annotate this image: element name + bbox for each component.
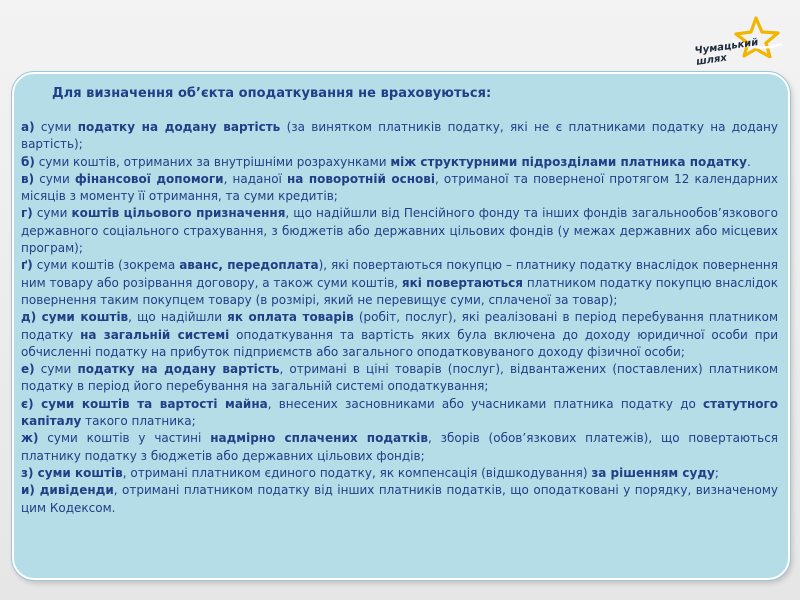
- emphasis-text: статутного капіталу: [21, 396, 778, 429]
- item-text: , зборів (обов’язкових платежів), що повертаються платнику податку з бюджетів або державних цільових фондів;: [21, 431, 779, 463]
- emphasis-text: ґ): [21, 258, 33, 273]
- emphasis-text: в): [21, 171, 35, 186]
- emphasis-text: аванс, передоплата: [179, 258, 319, 273]
- emphasis-text: надмірно сплачених податків: [210, 431, 428, 446]
- exclusion-item: [21, 361, 778, 396]
- emphasis-text: фінансової допомоги: [74, 171, 224, 186]
- exclusion-item: [21, 482, 778, 517]
- item-text: суми коштів у частині: [38, 431, 211, 446]
- emphasis-text: є) суми коштів та вартості майна: [21, 396, 268, 411]
- item-text: суми коштів (зокрема: [32, 258, 180, 273]
- exclusion-item: [21, 154, 778, 171]
- emphasis-text: а): [21, 120, 35, 134]
- exclusion-item: [21, 257, 778, 309]
- exclusions-list: [21, 119, 778, 517]
- emphasis-text: на загальній системі: [80, 327, 230, 342]
- item-text: , отримані платником єдиного податку, як компенсація (відшкодування): [122, 465, 592, 480]
- item-text: суми: [32, 206, 72, 221]
- emphasis-text: е): [21, 362, 35, 377]
- item-text: , що надійшли: [128, 310, 228, 325]
- emphasis-text: д) суми коштів: [21, 310, 129, 325]
- logo-text: [694, 37, 761, 68]
- item-text: ;: [714, 465, 719, 480]
- item-text: суми коштів, отриманих за внутрішніми розрахунками: [34, 154, 391, 169]
- item-text: .: [746, 154, 751, 169]
- exclusion-item: [21, 430, 778, 465]
- item-text: , отримані в ціні товарів (послуг), відвантажених (поставлених) платником податку в період його перебування на загальній системі оподаткування;: [21, 362, 779, 394]
- emphasis-text: з) суми коштів: [21, 465, 123, 480]
- item-text: оподаткування та вартість яких була включена до доходу юридичної особи при обчисленні податку на прибуток підприємств або загального оподатковуваного доходу фізичної особи;: [21, 327, 778, 359]
- item-text: суми: [34, 362, 78, 377]
- exclusion-item: [21, 396, 778, 431]
- exclusion-item: [21, 171, 778, 206]
- item-text: такого платника;: [81, 414, 196, 429]
- emphasis-text: г): [21, 206, 33, 221]
- emphasis-text: коштів цільового призначення: [71, 206, 286, 221]
- item-text: (робіт, послуг), які реалізовані в період перебування платником податку: [21, 310, 778, 342]
- item-text: , отримані платником податку від інших платників податків, що оподатковані у порядку, визначеному цим Кодексом.: [21, 483, 778, 515]
- emphasis-text: ж): [21, 431, 39, 446]
- emphasis-text: між структурними підрозділами платника податку: [390, 154, 747, 169]
- emphasis-text: на поворотній основі: [287, 171, 435, 186]
- logo: [686, 14, 786, 70]
- emphasis-text: податку на додану вартість: [77, 362, 280, 377]
- slide-heading: Для визначення об’єкта оподаткування не враховуються:: [52, 86, 492, 101]
- item-text: платником податку покупцю внаслідок повернення таким покупцем товару (в розмірі, який не перевищує суми, сплаченої за товар);: [21, 275, 779, 307]
- emphasis-text: як оплата товарів: [227, 310, 354, 325]
- emphasis-text: б): [21, 154, 35, 169]
- emphasis-text: податку на додану вартість: [77, 120, 281, 134]
- item-text: суми: [34, 171, 75, 186]
- item-text: , наданої: [223, 171, 288, 186]
- exclusion-item: [21, 119, 778, 154]
- item-text: (за винятком платників податку, які не є платниками податку на додану вартість);: [21, 120, 778, 152]
- emphasis-text: за рішенням суду: [591, 465, 715, 480]
- item-text: , внесених засновниками або учасниками платника податку до: [267, 396, 704, 411]
- exclusion-item: [21, 309, 778, 361]
- logo-line-2: шлях: [695, 52, 728, 68]
- exclusion-item: [21, 205, 778, 257]
- emphasis-text: и) дивіденди: [21, 483, 114, 498]
- emphasis-text: які повертаються: [401, 275, 524, 290]
- exclusion-item: [21, 465, 778, 482]
- logo-line-1: Чумацький: [694, 37, 759, 57]
- item-text: , отриманої та поверненої протягом 12 календарних місяців з моменту її отримання, та суми кредитів;: [21, 171, 779, 204]
- item-text: , що надійшли від Пенсійного фонду та інших фондів загальнообов’язкового державного соціального страхування, з бюджетів або державних цільових фондів (у межах державних або місцевих програм);: [21, 206, 778, 256]
- item-text: ), які повертаються покупцю – платнику податку внаслідок повернення ним товару або розірвання договору, а також суми коштів,: [21, 258, 778, 290]
- item-text: суми: [34, 120, 78, 134]
